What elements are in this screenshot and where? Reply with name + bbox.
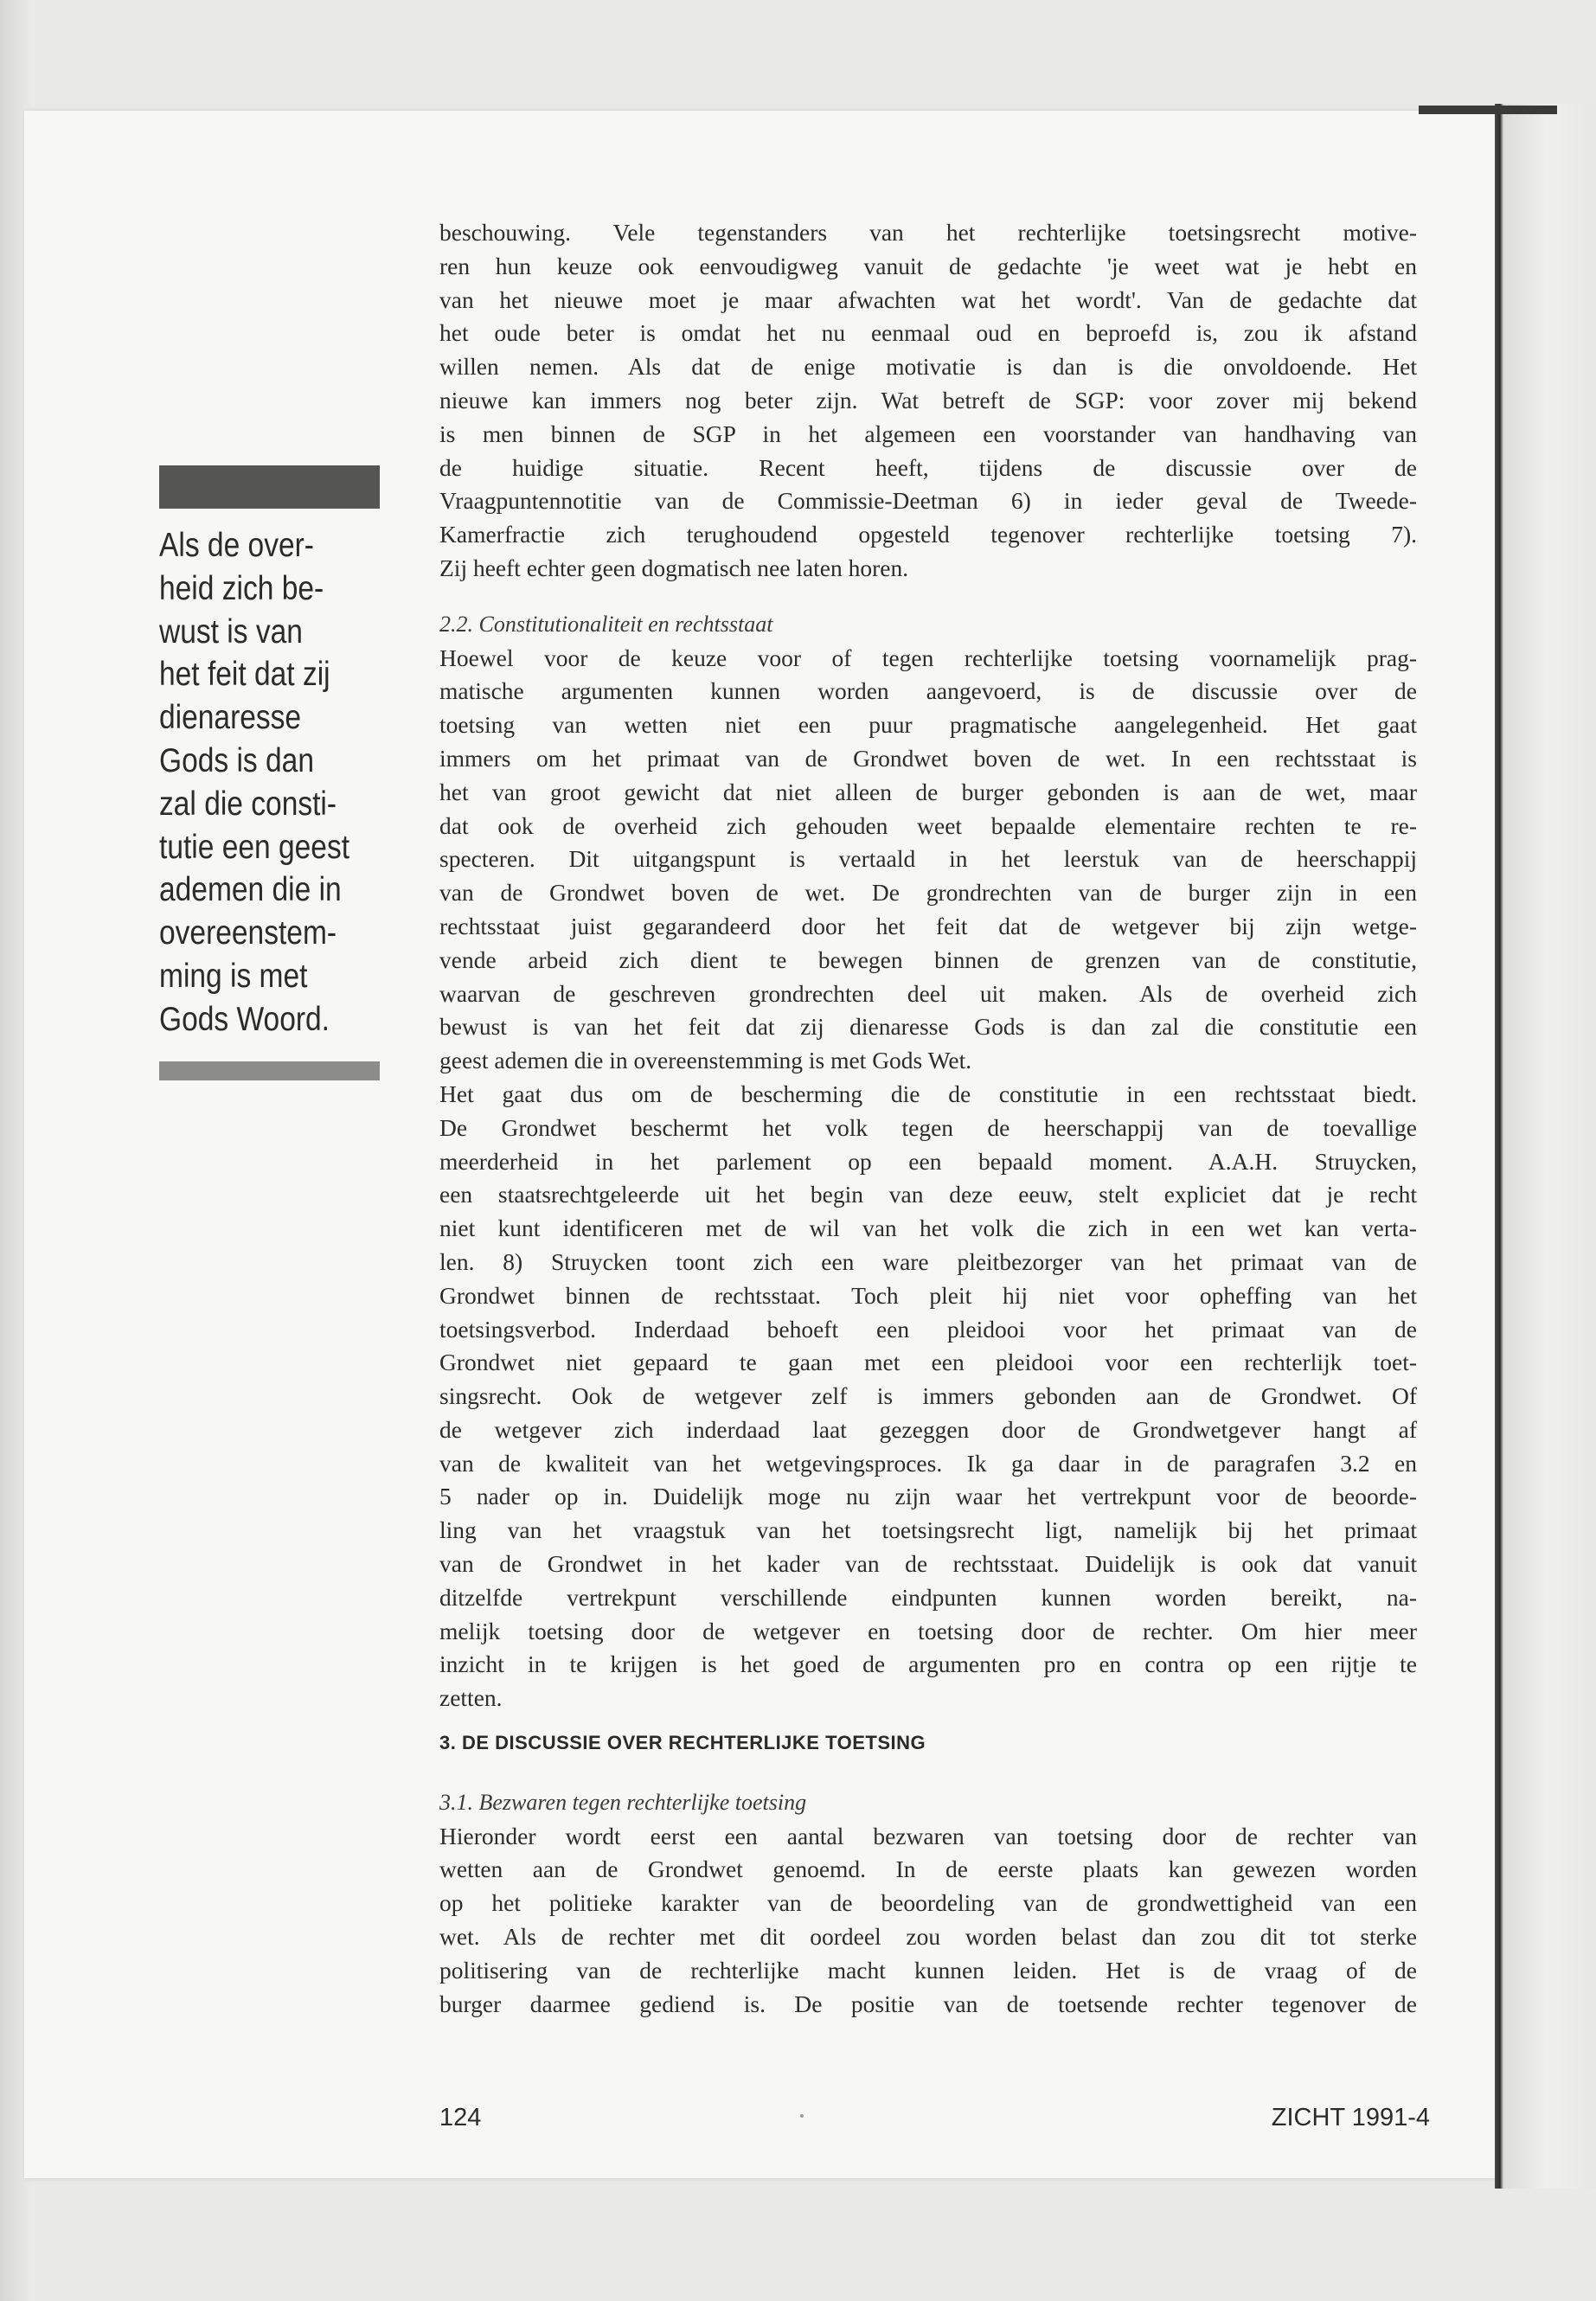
pull-quote-top-bar (159, 465, 380, 509)
section-heading-2-2: 2.2. Constitutionaliteit en rechtsstaat (439, 611, 773, 637)
text-line: inzicht in te krijgen is het goed de argumenten pro en contra op een rijtje te (439, 1650, 1417, 1678)
text-line: len. 8) Struycken toont zich een ware pleitbezorger van het primaat van de (439, 1247, 1417, 1275)
text-line: ling van het vraagstuk van het toetsingsrecht ligt, namelijk bij het primaat (439, 1516, 1417, 1544)
text-line: wetten aan de Grondwet genoemd. In de eerste plaats kan gewezen worden (439, 1856, 1417, 1883)
text-line: van de Grondwet in het kader van de rechtsstaat. Duidelijk is ook dat vanuit (439, 1550, 1417, 1578)
text-line: nieuwe kan immers nog beter zijn. Wat betreft de SGP: voor zover mij bekend (439, 386, 1417, 413)
text-line: Vraagpuntennotitie van de Commissie-Deetman 6) in ieder geval de Tweede- (439, 487, 1417, 515)
text-line: van de Grondwet boven de wet. De grondrechten van de burger zijn in een (439, 879, 1417, 907)
footer-dot (800, 2114, 804, 2118)
paragraph-2 (439, 642, 1417, 1078)
text-line: 5 nader op in. Duidelijk moge nu zijn waar het vertrekpunt voor de beoorde- (439, 1483, 1417, 1510)
text-line: Kamerfractie zich terughoudend opgesteld tegenover rechterlijke toetsing 7). (439, 521, 1417, 548)
text-line: Grondwet niet gepaard te gaan met een pleidooi voor een rechterlijk toet- (439, 1349, 1417, 1376)
page-stack-edge (1495, 104, 1596, 2189)
text-line: matische argumenten kunnen worden aangevoerd, is de discussie over de (439, 677, 1417, 705)
text-line: op het politieke karakter van de beoordeling van de grondwettigheid van een (439, 1889, 1417, 1917)
text-line: zetten. (439, 1684, 503, 1712)
text-line: specteren. Dit uitgangspunt is vertaald in het leerstuk van de heerschappij (439, 845, 1417, 873)
text-line: is men binnen de SGP in het algemeen een voorstander van handhaving van (439, 420, 1417, 447)
paragraph-1 (439, 216, 1417, 586)
text-line: meerderheid in het parlement op een bepaald moment. A.A.H. Struycken, (439, 1147, 1417, 1175)
text-line: het oude beter is omdat het nu eenmaal oud en beproefd is, zou ik afstand (439, 319, 1417, 347)
text-line: willen nemen. Als dat de enige motivatie is dan is die onvoldoende. Het (439, 353, 1417, 381)
text-line: burger daarmee gediend is. De positie van de toetsende rechter tegenover de (439, 1990, 1417, 2017)
text-line: een staatsrechtgeleerde uit het begin van deze eeuw, stelt expliciet dat je recht (439, 1181, 1417, 1208)
text-line: Hoewel voor de keuze voor of tegen rechterlijke toetsing voornamelijk prag- (439, 644, 1417, 671)
text-line: Hieronder wordt eerst een aantal bezwaren van toetsing door de rechter van (439, 1822, 1417, 1849)
section-heading-3-1: 3.1. Bezwaren tegen rechterlijke toetsing (439, 1789, 807, 1815)
text-line: De Grondwet beschermt het volk tegen de heerschappij van de toevallige (439, 1113, 1417, 1141)
text-line: politisering van de rechterlijke macht kunnen leiden. Het is de vraag of de (439, 1956, 1417, 1984)
text-line: Het gaat dus om de bescherming die de constitutie in een rechtsstaat biedt. (439, 1080, 1417, 1107)
text-line: ditzelfde vertrekpunt verschillende eindpunten kunnen worden bereikt, na- (439, 1583, 1417, 1611)
text-line: van de kwaliteit van het wetgevingsproces. Ik ga daar in de paragrafen 3.2 en (439, 1449, 1417, 1477)
text-line: vende arbeid zich dient te bewegen binnen de grenzen van de constitutie, (439, 945, 1417, 973)
page-number: 124 (439, 2104, 482, 2131)
magazine-issue: ZICHT 1991-4 (1271, 2104, 1430, 2131)
page-stack-top (1419, 106, 1557, 114)
text-line: niet kunt identificeren met de wil van het volk die zich in een wet kan verta- (439, 1215, 1417, 1242)
text-line: toetsing van wetten niet een puur pragmatische aangelegenheid. Het gaat (439, 711, 1417, 739)
text-line: de huidige situatie. Recent heeft, tijdens de discussie over de (439, 453, 1417, 481)
pull-quote: Als de over- heid zich be- wust is van het feit dat zij dienaresse Gods is dan zal die consti- tutie een geest ademen die in overeenstem- ming is met Gods Woord. (159, 527, 350, 1038)
pull-quote-bottom-bar (159, 1061, 380, 1080)
text-line: beschouwing. Vele tegenstanders van het rechterlijke toetsingsrecht motive- (439, 219, 1417, 246)
chapter-heading-3: 3. DE DISCUSSIE OVER RECHTERLIJKE TOETSING (439, 1732, 926, 1754)
text-line: Zij heeft echter geen dogmatisch nee laten horen. (439, 554, 909, 581)
article-body (439, 216, 1417, 2021)
text-line: het van groot gewicht dat niet alleen de burger gebonden is aan de wet, maar (439, 778, 1417, 805)
text-line: rechtsstaat juist gegarandeerd door het feit dat de wetgever bij zijn wetge- (439, 912, 1417, 939)
text-line: van het nieuwe moet je maar afwachten wat het wordt'. Van de gedachte dat (439, 285, 1417, 313)
text-line: immers om het primaat van de Grondwet boven de wet. In een rechtsstaat is (439, 744, 1417, 772)
text-line: wet. Als de rechter met dit oordeel zou worden belast dan zou dit tot sterke (439, 1923, 1417, 1951)
text-line: geest ademen die in overeenstemming is met Gods Wet. (439, 1047, 972, 1074)
text-line: waarvan de geschreven grondrechten deel uit maken. Als de overheid zich (439, 979, 1417, 1007)
text-line: singsrecht. Ook de wetgever zelf is immers gebonden aan de Grondwet. Of (439, 1382, 1417, 1410)
text-line: Grondwet binnen de rechtsstaat. Toch pleit hij niet voor opheffing van het (439, 1281, 1417, 1309)
text-line: ren hun keuze ook eenvoudigweg vanuit de gedachte 'je weet wat je hebt en (439, 252, 1417, 279)
paragraph-4 (439, 1820, 1417, 2022)
paragraph-3 (439, 1078, 1417, 1715)
text-line: dat ook de overheid zich gehouden weet bepaalde elementaire rechten te re- (439, 811, 1417, 839)
text-line: toetsingsverbod. Inderdaad behoeft een pleidooi voor het primaat van de (439, 1315, 1417, 1343)
text-line: de wetgever zich inderdaad laat gezeggen door de Grondwetgever hangt af (439, 1415, 1417, 1443)
text-line: bewust is van het feit dat zij dienaresse Gods is dan zal die constitutie een (439, 1013, 1417, 1041)
text-line: melijk toetsing door de wetgever en toetsing door de rechter. Om hier meer (439, 1617, 1417, 1644)
